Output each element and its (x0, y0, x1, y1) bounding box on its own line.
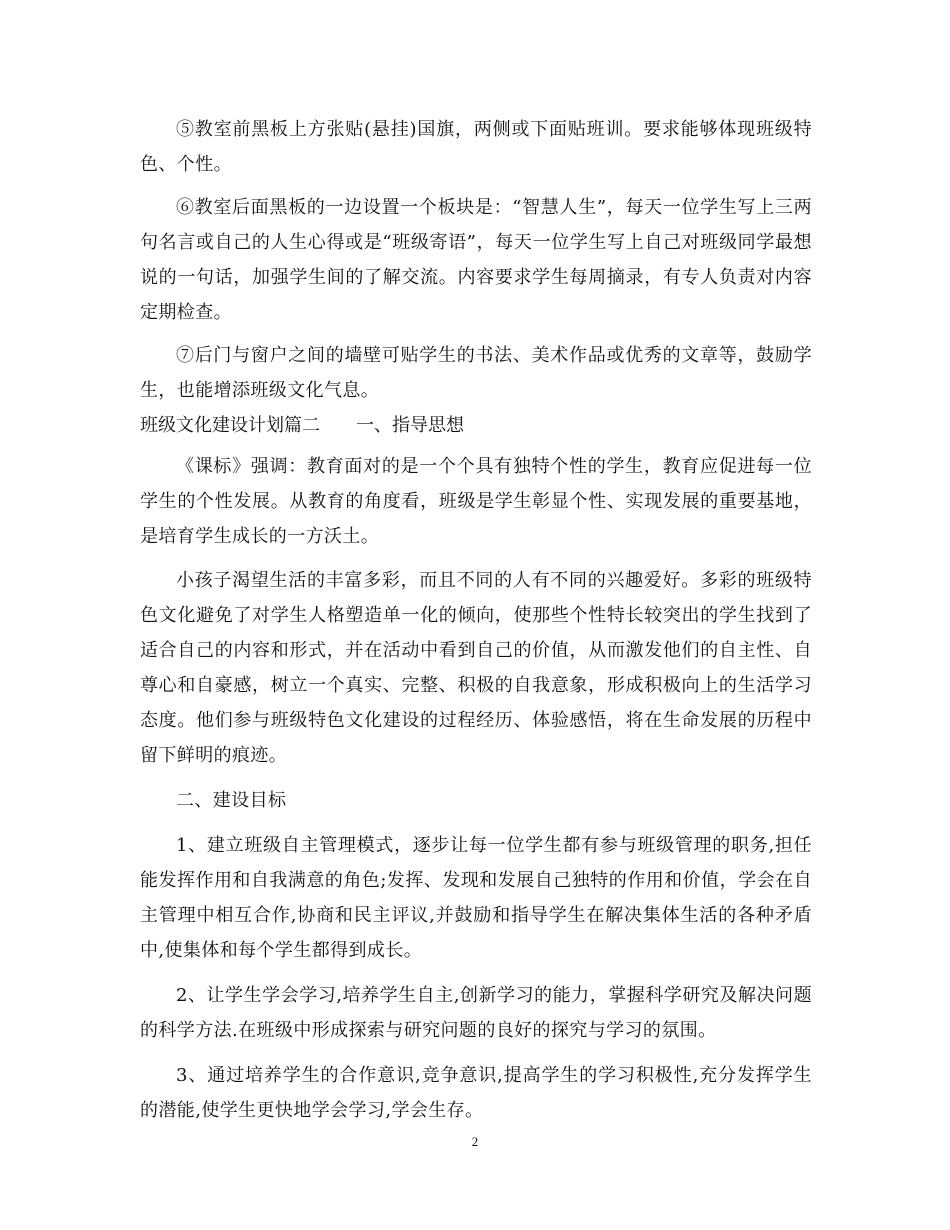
page-number: 2 (471, 1134, 479, 1149)
goal-1: 1、建立班级自主管理模式，逐步让每一位学生都有参与班级管理的职务,担任能发挥作用和自我满意的角色;发挥、发现和发展自己独特的作用和价值，学会在自主管理中相互合作,协商和民主评议,并鼓励和指导学生在解决集体生活的各种矛盾中,使集体和每个学生都得到成长。 (140, 835, 812, 961)
paragraph-children: 小孩子渴望生活的丰富多彩，而且不同的人有不同的兴趣爱好。多彩的班级特色文化避免了对学生人格塑造单一化的倾向，使那些个性特长较突出的学生找到了适合自己的内容和形式，并在活动中看到自己的价值，从而激发他们的自主性、自尊心和自豪感，树立一个真实、完整、积极的自我意象，形成积极向上的生活学习态度。他们参与班级特色文化建设的过程经历、体验感悟，将在生命发展的历程中留下鲜明的痕迹。 (140, 570, 812, 766)
goal-3: 3、通过培养学生的合作意识,竞争意识,提高学生的学习积极性,充分发挥学生的潜能,使学生更快地学会学习,学会生存。 (140, 1065, 812, 1121)
paragraph-6: ⑥教室后面黑板的一边设置一个板块是：“智慧人生”，每天一位学生写上三两句名言或自己的人生心得或是“班级寄语”，每天一位学生写上自己对班级同学最想说的一句话，加强学生间的了解交流。内容要求学生每周摘录，有专人负责对内容定期检查。 (140, 197, 812, 323)
paragraph-5: ⑤教室前黑板上方张贴(悬挂)国旗，两侧或下面贴班训。要求能够体现班级特色、个性。 (140, 119, 812, 175)
paragraph-7: ⑦后门与窗户之间的墙壁可贴学生的书法、美术作品或优秀的文章等，鼓励学生，也能增添班级文化气息。 (140, 345, 812, 401)
heading-goals: 二、建设目标 (176, 790, 287, 811)
document-body (140, 112, 812, 1128)
goal-2: 2、让学生学会学习,培养学生自主,创新学习的能力，掌握科学研究及解决问题的科学方法.在班级中形成探索与研究问题的良好的探究与学习的氛围。 (140, 985, 812, 1041)
section-heading: 班级文化建设计划篇二 一、指导思想 (140, 415, 464, 436)
paragraph-curriculum: 《课标》强调：教育面对的是一个个具有独特个性的学生，教育应促进每一位学生的个性发展。从教育的角度看，班级是学生彰显个性、实现发展的重要基地，是培育学生成长的一方沃土。 (140, 456, 812, 547)
